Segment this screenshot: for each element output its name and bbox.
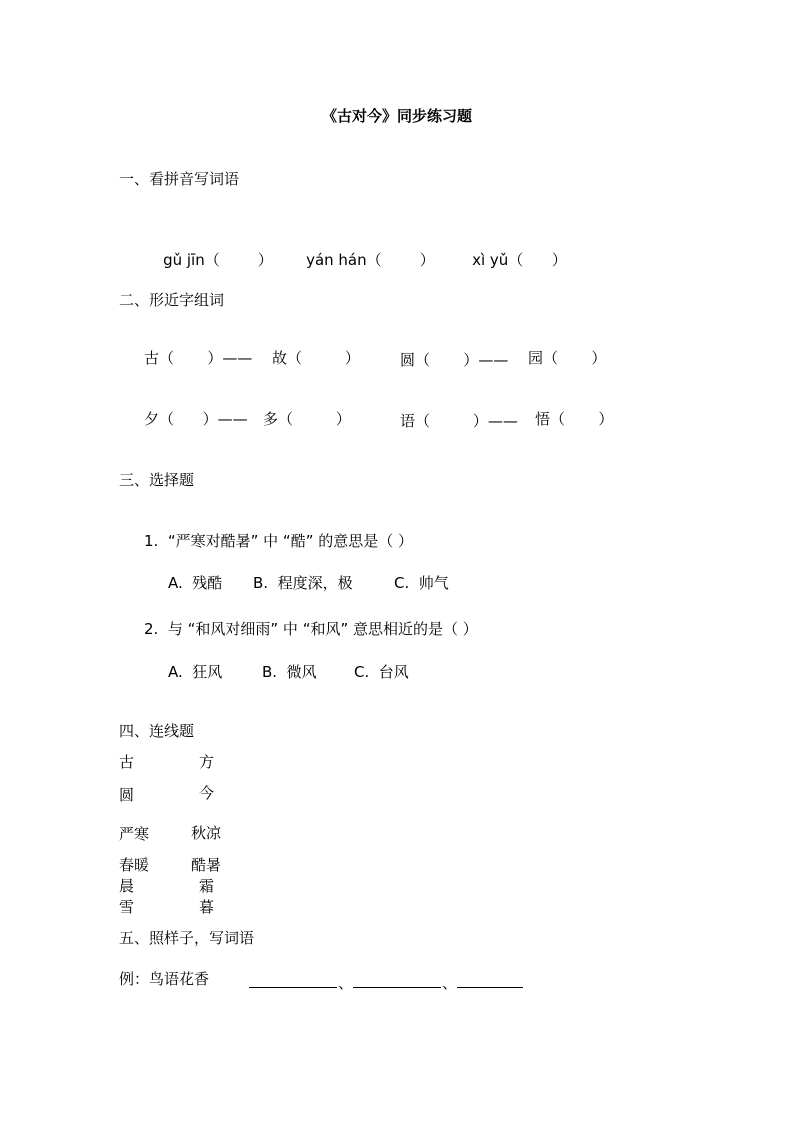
similar-char-pair-2b[interactable]: 多（ ） xyxy=(263,410,351,428)
section-1-heading: 一、看拼音写词语 xyxy=(119,170,240,188)
similar-char-pair-2a[interactable]: 夕（ ）—— xyxy=(144,410,248,428)
similar-char-pair-2d[interactable]: 悟（ ） xyxy=(535,410,614,428)
section-4-heading: 四、连线题 xyxy=(119,722,195,740)
answer-parens[interactable]: （ ） xyxy=(508,251,567,269)
question-1-stem: 1. “严寒对酷暑” 中 “酷” 的意思是（ ） xyxy=(144,532,414,550)
section-2-heading: 二、形近字组词 xyxy=(119,291,225,309)
section-3-heading: 三、选择题 xyxy=(119,471,195,489)
section-5-heading: 五、照样子，写词语 xyxy=(119,929,255,947)
question-2-option-b[interactable]: B. 微风 xyxy=(262,663,317,681)
similar-char-pair-2c[interactable]: 语（ ）—— xyxy=(400,412,518,430)
similar-char-pair-1d[interactable]: 园（ ） xyxy=(528,349,607,367)
match-right-item[interactable]: 秋凉 xyxy=(191,824,222,842)
answer-blank-3[interactable] xyxy=(457,987,523,988)
similar-char-pair-1b[interactable]: 故（ ） xyxy=(272,349,360,367)
separator: 、 xyxy=(442,974,458,992)
match-left-item[interactable]: 春暖 xyxy=(119,856,150,874)
question-2-option-a[interactable]: A. 狂风 xyxy=(168,663,223,681)
question-1-option-b[interactable]: B. 程度深，极 xyxy=(253,574,353,592)
answer-parens[interactable]: （ ） xyxy=(366,251,435,269)
match-left-item[interactable]: 晨 xyxy=(119,877,135,895)
match-left-item[interactable]: 雪 xyxy=(119,898,135,916)
match-right-item[interactable]: 暮 xyxy=(199,898,215,916)
answer-blank-2[interactable] xyxy=(353,987,441,988)
match-left-item[interactable]: 圆 xyxy=(119,786,135,804)
pinyin-text: gǔ jīn xyxy=(163,251,205,269)
pinyin-item-1 xyxy=(144,230,273,290)
answer-blank-1[interactable] xyxy=(249,987,337,988)
similar-char-pair-1a[interactable]: 古（ ）—— xyxy=(144,349,253,367)
match-right-item[interactable]: 酷暑 xyxy=(191,856,222,874)
match-left-item[interactable]: 古 xyxy=(119,753,135,771)
match-right-item[interactable]: 方 xyxy=(199,753,215,771)
example-word: 例：鸟语花香 xyxy=(119,970,210,988)
similar-char-pair-1c[interactable]: 圆（ ）—— xyxy=(400,351,509,369)
question-2-option-c[interactable]: C. 台风 xyxy=(354,663,409,681)
pinyin-text: xì yǔ xyxy=(472,251,509,269)
pinyin-text: yán hán xyxy=(306,251,367,269)
pinyin-item-3 xyxy=(453,230,567,290)
pinyin-item-2 xyxy=(287,230,435,290)
match-right-item[interactable]: 今 xyxy=(199,784,215,802)
separator: 、 xyxy=(338,974,354,992)
answer-parens[interactable]: （ ） xyxy=(204,251,273,269)
question-1-option-c[interactable]: C. 帅气 xyxy=(394,574,449,592)
question-2-stem: 2. 与 “和风对细雨” 中 “和风” 意思相近的是（ ） xyxy=(144,620,478,638)
match-left-item[interactable]: 严寒 xyxy=(119,825,150,843)
page-title: 《古对今》同步练习题 xyxy=(322,107,473,125)
match-right-item[interactable]: 霜 xyxy=(199,877,215,895)
question-1-option-a[interactable]: A. 残酷 xyxy=(168,574,223,592)
